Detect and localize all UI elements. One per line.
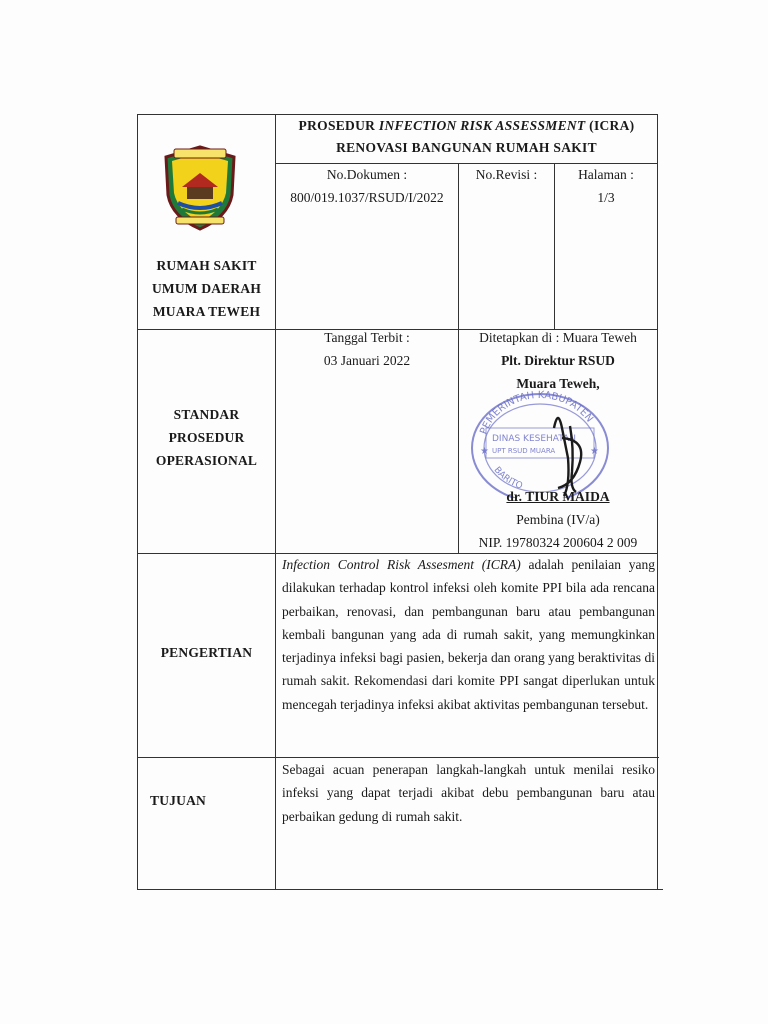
tujuan-label: TUJUAN — [150, 793, 206, 808]
svg-text:BARITO — [492, 465, 524, 491]
document-title: PROSEDUR INFECTION RISK ASSESSMENT (ICRA) — [298, 118, 635, 133]
signatory-name-text: dr. TIUR MAIDA — [506, 489, 610, 504]
institution-line-2: UMUM DAERAH — [151, 281, 262, 296]
table-divider-halaman — [554, 163, 555, 329]
document-subtitle: RENOVASI BANGUNAN RUMAH SAKIT — [336, 140, 597, 155]
stamp-top-text: PEMERINTAH KABUPATEN — [478, 389, 595, 436]
table-border-right — [657, 114, 658, 890]
sop-label-line-1: STANDAR — [173, 407, 240, 422]
no-dokumen-label: No.Dokumen : — [326, 167, 408, 182]
signatory-rank: Pembina (IV/a) — [516, 512, 600, 527]
sop-label — [138, 403, 275, 472]
svg-text:★: ★ — [590, 446, 599, 457]
svg-text:PEMERINTAH KABUPATEN — [478, 390, 594, 436]
pengertian-italic-lead: Infection Control Risk Assesment (ICRA) — [282, 557, 521, 572]
ditetapkan-text: Ditetapkan di : Muara Teweh — [479, 330, 637, 345]
table-border-left — [137, 114, 138, 890]
table-divider-revisi — [458, 163, 459, 329]
signatory-name — [459, 489, 657, 505]
sop-label-line-2: PROSEDUR — [168, 430, 245, 445]
stamp-mid-2: UPT RSUD MUARA — [492, 447, 556, 455]
stamp-mid-1: DINAS KESEHATAN — [492, 434, 576, 444]
table-divider-col1 — [275, 114, 276, 890]
sop-label-line-3: OPERASIONAL — [155, 453, 258, 468]
no-revisi-label: No.Revisi : — [475, 167, 538, 182]
pengertian-body: adalah penilaian yang dilakukan terhadap kontrol infeksi oleh komite PPI bila ada rencana perbaikan, renovasi, dan pembangunan baru atau pembangunan kembali bangunan yang ada di rumah sakit, yang memungkinkan terjadinya infeksi bagi pasien, bekerja dan orang yang beraktivitas di rumah sakit. Rekomendasi dari komite PPI sangat diperlukan untuk mencegah terjadinya infeksi akibat aktivitas pembangunan tersebut. — [282, 557, 655, 712]
institution-line-1: RUMAH SAKIT — [156, 258, 257, 273]
row-line-title — [275, 163, 657, 164]
official-stamp — [466, 388, 614, 498]
institution-name — [138, 254, 275, 323]
regional-emblem-icon — [160, 143, 240, 233]
jabatan-line-1: Plt. Direktur RSUD — [501, 353, 615, 368]
tujuan-text: Sebagai acuan penerapan langkah-langkah untuk menilai resiko infeksi yang dapat terjadi akibat debu pembangunan baru atau perbaikan gedung di rumah sakit. — [282, 762, 655, 824]
pengertian-text — [282, 553, 655, 716]
halaman-label: Halaman : — [578, 167, 634, 182]
stamp-bottom-text: BARITO — [491, 465, 524, 492]
svg-text:★: ★ — [480, 446, 489, 457]
no-dokumen-value: 800/019.1037/RSUD/I/2022 — [290, 190, 444, 205]
signatory-nip: NIP. 19780324 200604 2 009 — [478, 535, 638, 550]
halaman-value: 1/3 — [597, 190, 615, 205]
institution-line-3: MUARA TEWEH — [152, 304, 261, 319]
tanggal-terbit-value: 03 Januari 2022 — [323, 353, 411, 368]
table-border-bottom — [137, 889, 663, 890]
pengertian-label: PENGERTIAN — [160, 645, 253, 660]
tanggal-terbit-label: Tanggal Terbit : — [324, 330, 410, 345]
jabatan-line-2: Muara Teweh, — [516, 376, 600, 391]
table-border-top — [137, 114, 657, 115]
